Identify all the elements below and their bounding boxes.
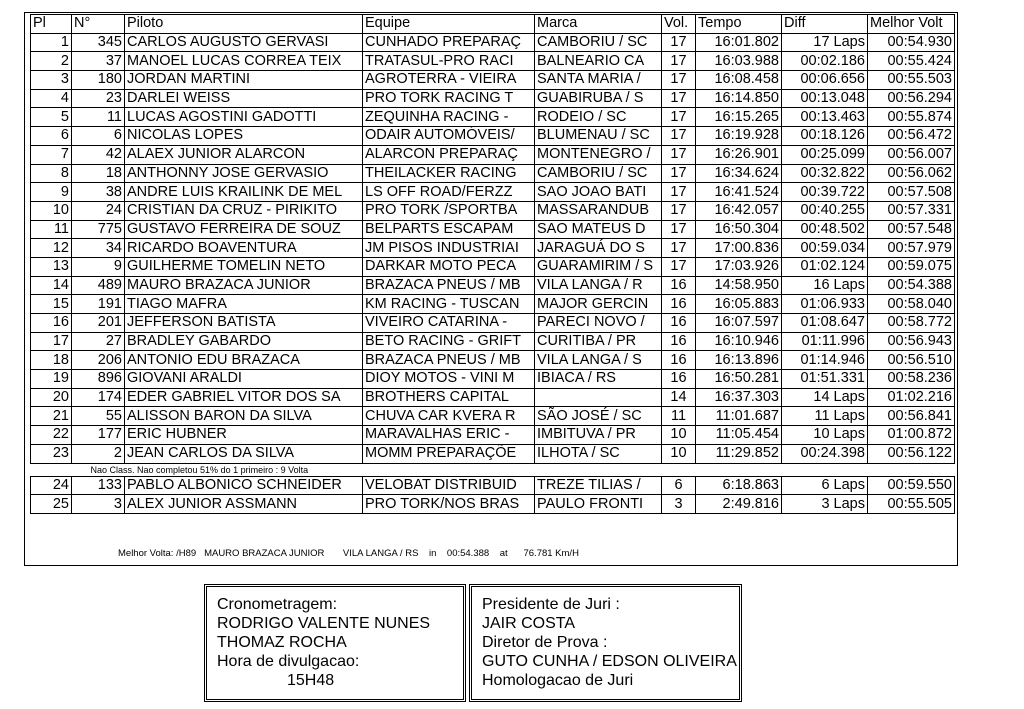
- cell-marca: MONTENEGRO /: [535, 145, 662, 164]
- table-row: [31, 89, 955, 108]
- col-diff: Diff: [782, 15, 868, 34]
- cell-num: 6: [72, 127, 125, 146]
- cell-melhor: 00:57.508: [868, 183, 955, 202]
- cell-tempo: 16:42.057: [696, 201, 782, 220]
- cell-vol: 17: [662, 257, 696, 276]
- cell-pl: 23: [31, 444, 72, 463]
- nc-note-row: [31, 463, 955, 476]
- cell-diff: 11 Laps: [782, 407, 868, 426]
- cell-marca: MASSARANDUB: [535, 201, 662, 220]
- cell-piloto: RICARDO BOAVENTURA: [125, 239, 363, 258]
- cell-marca: SANTA MARIA /: [535, 71, 662, 90]
- cell-marca: SAO JOAO BATI: [535, 183, 662, 202]
- table-row: [31, 33, 955, 52]
- cell-piloto: MAURO BRAZACA JUNIOR: [125, 276, 363, 295]
- timekeeper-1: RODRIGO VALENTE NUNES: [217, 615, 431, 632]
- cell-melhor: 00:55.424: [868, 52, 955, 71]
- cell-vol: 17: [662, 201, 696, 220]
- cell-pl: 19: [31, 370, 72, 389]
- cell-marca: [535, 388, 662, 407]
- cell-marca: VILA LANGA / S: [535, 351, 662, 370]
- cell-melhor: 00:56.510: [868, 351, 955, 370]
- cell-pl: 4: [31, 89, 72, 108]
- cell-vol: 17: [662, 145, 696, 164]
- cell-num: 896: [72, 370, 125, 389]
- cell-marca: SÃO JOSÉ / SC: [535, 407, 662, 426]
- jury-homologation: Homologacao de Juri: [482, 672, 634, 689]
- cell-num: 34: [72, 239, 125, 258]
- cell-piloto: LUCAS AGOSTINI GADOTTI: [125, 108, 363, 127]
- cell-vol: 17: [662, 89, 696, 108]
- cell-equipe: TRATASUL-PRO RACI: [363, 52, 535, 71]
- cell-equipe: MARAVALHAS ERIC -: [363, 426, 535, 445]
- cell-pl: 3: [31, 71, 72, 90]
- cell-tempo: 16:26.901: [696, 145, 782, 164]
- table-row: [31, 476, 955, 495]
- table-row: [31, 108, 955, 127]
- cell-marca: SAO MATEUS D: [535, 220, 662, 239]
- cell-diff: 01:11.996: [782, 332, 868, 351]
- timekeeping-box: [204, 584, 466, 702]
- table-row: [31, 444, 955, 463]
- cell-tempo: 16:14.850: [696, 89, 782, 108]
- nc-note: Nao Class. Nao completou 51% do 1 primeiro : 9 Volta: [90, 464, 309, 475]
- table-row: [31, 276, 955, 295]
- cell-equipe: DARKAR MOTO PECA: [363, 257, 535, 276]
- cell-vol: 16: [662, 370, 696, 389]
- cell-melhor: 00:55.874: [868, 108, 955, 127]
- race-director: GUTO CUNHA / EDSON OLIVEIRA: [482, 653, 737, 670]
- col-vol: Vol.: [662, 15, 696, 34]
- cell-pl: 10: [31, 201, 72, 220]
- cell-vol: 14: [662, 388, 696, 407]
- cell-vol: 3: [662, 495, 696, 514]
- cell-piloto: GUSTAVO FERREIRA DE SOUZ: [125, 220, 363, 239]
- cell-pl: 12: [31, 239, 72, 258]
- cell-num: 23: [72, 89, 125, 108]
- cell-tempo: 11:01.687: [696, 407, 782, 426]
- cell-pl: 7: [31, 145, 72, 164]
- cell-diff: 00:02.186: [782, 52, 868, 71]
- table-row: [31, 495, 955, 514]
- cell-vol: 17: [662, 183, 696, 202]
- cell-vol: 16: [662, 295, 696, 314]
- header-row: [31, 15, 955, 34]
- cell-equipe: KM RACING - TUSCAN: [363, 295, 535, 314]
- cell-diff: 00:13.463: [782, 108, 868, 127]
- cell-vol: 17: [662, 52, 696, 71]
- cell-equipe: DIOY MOTOS - VINI M: [363, 370, 535, 389]
- table-row: [31, 332, 955, 351]
- table-row: [31, 145, 955, 164]
- cell-piloto: JEAN CARLOS DA SILVA: [125, 444, 363, 463]
- cell-pl: 5: [31, 108, 72, 127]
- cell-diff: 16 Laps: [782, 276, 868, 295]
- cell-vol: 17: [662, 108, 696, 127]
- cell-piloto: GUILHERME TOMELIN NETO: [125, 257, 363, 276]
- cell-num: 38: [72, 183, 125, 202]
- cell-equipe: PRO TORK/NOS BRAS: [363, 495, 535, 514]
- cell-vol: 11: [662, 407, 696, 426]
- cell-diff: 01:14.946: [782, 351, 868, 370]
- cell-diff: 00:48.502: [782, 220, 868, 239]
- cell-tempo: 16:19.928: [696, 127, 782, 146]
- cell-marca: IBIACA / RS: [535, 370, 662, 389]
- cell-marca: BALNEARIO CA: [535, 52, 662, 71]
- cell-vol: 10: [662, 426, 696, 445]
- cell-pl: 24: [31, 476, 72, 495]
- cell-equipe: THEILACKER RACING: [363, 164, 535, 183]
- timekeeping-label: Cronometragem:: [217, 596, 338, 613]
- cell-num: 345: [72, 33, 125, 52]
- results-body: [31, 33, 955, 463]
- cell-equipe: AGROTERRA - VIEIRA: [363, 71, 535, 90]
- cell-piloto: EDER GABRIEL VITOR DOS SA: [125, 388, 363, 407]
- cell-marca: CAMBORIU / SC: [535, 164, 662, 183]
- cell-equipe: CUNHADO PREPARAÇ: [363, 33, 535, 52]
- table-row: [31, 407, 955, 426]
- cell-diff: 14 Laps: [782, 388, 868, 407]
- cell-piloto: CRISTIAN DA CRUZ - PIRIKITO: [125, 201, 363, 220]
- cell-diff: 00:13.048: [782, 89, 868, 108]
- cell-piloto: ALISSON BARON DA SILVA: [125, 407, 363, 426]
- cell-equipe: BRAZACA PNEUS / MB: [363, 276, 535, 295]
- cell-tempo: 11:05.454: [696, 426, 782, 445]
- table-row: [31, 351, 955, 370]
- cell-melhor: 00:56.122: [868, 444, 955, 463]
- cell-tempo: 16:50.304: [696, 220, 782, 239]
- cell-diff: 01:51.331: [782, 370, 868, 389]
- cell-piloto: JORDAN MARTINI: [125, 71, 363, 90]
- cell-melhor: 01:00.872: [868, 426, 955, 445]
- cell-equipe: BROTHERS CAPITAL: [363, 388, 535, 407]
- cell-pl: 8: [31, 164, 72, 183]
- cell-equipe: BETO RACING - GRIFT: [363, 332, 535, 351]
- cell-pl: 22: [31, 426, 72, 445]
- table-row: [31, 127, 955, 146]
- cell-equipe: ODAIR AUTOMÓVEIS/: [363, 127, 535, 146]
- table-row: [31, 201, 955, 220]
- table-row: [31, 257, 955, 276]
- col-num: N°: [72, 15, 125, 34]
- cell-tempo: 16:15.265: [696, 108, 782, 127]
- cell-melhor: 00:58.040: [868, 295, 955, 314]
- table-row: [31, 183, 955, 202]
- cell-diff: 00:25.099: [782, 145, 868, 164]
- cell-num: 2: [72, 444, 125, 463]
- cell-diff: 01:06.933: [782, 295, 868, 314]
- cell-piloto: DARLEI WEISS: [125, 89, 363, 108]
- cell-equipe: ALARCON PREPARAÇ: [363, 145, 535, 164]
- col-equipe: Equipe: [363, 15, 535, 34]
- cell-melhor: 00:56.294: [868, 89, 955, 108]
- cell-marca: CAMBORIU / SC: [535, 33, 662, 52]
- cell-num: 24: [72, 201, 125, 220]
- cell-equipe: VIVEIRO CATARINA -: [363, 314, 535, 333]
- table-row: [31, 164, 955, 183]
- cell-num: 191: [72, 295, 125, 314]
- cell-equipe: ZEQUINHA RACING -: [363, 108, 535, 127]
- cell-diff: 00:39.722: [782, 183, 868, 202]
- table-row: [31, 220, 955, 239]
- cell-tempo: 16:50.281: [696, 370, 782, 389]
- cell-melhor: 00:58.236: [868, 370, 955, 389]
- cell-vol: 17: [662, 127, 696, 146]
- cell-equipe: PRO TORK /SPORTBA: [363, 201, 535, 220]
- cell-piloto: ERIC HUBNER: [125, 426, 363, 445]
- publish-time-label: Hora de divulgacao:: [217, 653, 360, 670]
- cell-num: 180: [72, 71, 125, 90]
- cell-piloto: TIAGO MAFRA: [125, 295, 363, 314]
- cell-vol: 16: [662, 276, 696, 295]
- cell-marca: ILHOTA / SC: [535, 444, 662, 463]
- table-row: [31, 314, 955, 333]
- cell-marca: MAJOR GERCIN: [535, 295, 662, 314]
- cell-diff: 10 Laps: [782, 426, 868, 445]
- cell-tempo: 6:18.863: [696, 476, 782, 495]
- race-director-label: Diretor de Prova :: [482, 634, 608, 651]
- cell-equipe: BELPARTS ESCAPAM: [363, 220, 535, 239]
- cell-pl: 1: [31, 33, 72, 52]
- best-lap-line: Melhor Volta: /H89 MAURO BRAZACA JUNIOR VILA LANGA / RS in 00:54.388 at 76.781 Km/H: [118, 548, 579, 559]
- jury-president-label: Presidente de Juri :: [482, 596, 620, 613]
- cell-melhor: 00:56.062: [868, 164, 955, 183]
- cell-pl: 14: [31, 276, 72, 295]
- cell-diff: 00:59.034: [782, 239, 868, 258]
- cell-vol: 16: [662, 351, 696, 370]
- table-row: [31, 239, 955, 258]
- cell-tempo: 11:29.852: [696, 444, 782, 463]
- cell-equipe: LS OFF ROAD/FERZZ: [363, 183, 535, 202]
- cell-equipe: JM PISOS INDUSTRIAI: [363, 239, 535, 258]
- cell-num: 18: [72, 164, 125, 183]
- cell-marca: GUARAMIRIM / S: [535, 257, 662, 276]
- cell-num: 11: [72, 108, 125, 127]
- publish-time: 15H48: [287, 672, 335, 689]
- cell-piloto: PABLO ALBONICO SCHNEIDER: [125, 476, 363, 495]
- cell-vol: 10: [662, 444, 696, 463]
- cell-tempo: 16:03.988: [696, 52, 782, 71]
- cell-diff: 00:24.398: [782, 444, 868, 463]
- cell-pl: 21: [31, 407, 72, 426]
- cell-pl: 2: [31, 52, 72, 71]
- cell-num: 37: [72, 52, 125, 71]
- cell-num: 174: [72, 388, 125, 407]
- cell-num: 206: [72, 351, 125, 370]
- cell-equipe: PRO TORK RACING T: [363, 89, 535, 108]
- cell-num: 27: [72, 332, 125, 351]
- timekeeper-2: THOMAZ ROCHA: [217, 634, 347, 651]
- cell-num: 42: [72, 145, 125, 164]
- cell-piloto: NICOLAS LOPES: [125, 127, 363, 146]
- cell-melhor: 00:56.472: [868, 127, 955, 146]
- col-melhor: Melhor Volt: [868, 15, 955, 34]
- cell-vol: 16: [662, 332, 696, 351]
- cell-pl: 6: [31, 127, 72, 146]
- table-row: [31, 370, 955, 389]
- cell-diff: 00:18.126: [782, 127, 868, 146]
- cell-pl: 11: [31, 220, 72, 239]
- jury-box: [469, 584, 742, 702]
- cell-piloto: ANDRE LUIS KRAILINK DE MEL: [125, 183, 363, 202]
- cell-pl: 25: [31, 495, 72, 514]
- cell-melhor: 00:57.331: [868, 201, 955, 220]
- cell-num: 9: [72, 257, 125, 276]
- cell-marca: RODEIO / SC: [535, 108, 662, 127]
- cell-melhor: 00:59.550: [868, 476, 955, 495]
- cell-num: 201: [72, 314, 125, 333]
- cell-melhor: 00:54.930: [868, 33, 955, 52]
- nc-note-body: [31, 463, 955, 476]
- cell-diff: 17 Laps: [782, 33, 868, 52]
- cell-vol: 16: [662, 314, 696, 333]
- cell-piloto: MANOEL LUCAS CORREA TEIX: [125, 52, 363, 71]
- nc-body: [31, 476, 955, 513]
- cell-marca: IMBITUVA / PR: [535, 426, 662, 445]
- cell-vol: 17: [662, 220, 696, 239]
- cell-num: 133: [72, 476, 125, 495]
- table-row: [31, 71, 955, 90]
- cell-marca: JARAGUÁ DO S: [535, 239, 662, 258]
- cell-tempo: 16:34.624: [696, 164, 782, 183]
- cell-tempo: 16:10.946: [696, 332, 782, 351]
- col-pl: Pl: [31, 15, 72, 34]
- table-row: [31, 388, 955, 407]
- table-row: [31, 295, 955, 314]
- cell-diff: 00:32.822: [782, 164, 868, 183]
- cell-marca: VILA LANGA / R: [535, 276, 662, 295]
- cell-melhor: 00:57.548: [868, 220, 955, 239]
- cell-num: 55: [72, 407, 125, 426]
- cell-tempo: 16:08.458: [696, 71, 782, 90]
- table-row: [31, 426, 955, 445]
- cell-num: 177: [72, 426, 125, 445]
- cell-pl: 17: [31, 332, 72, 351]
- cell-num: 775: [72, 220, 125, 239]
- cell-vol: 17: [662, 239, 696, 258]
- cell-melhor: 00:56.943: [868, 332, 955, 351]
- cell-melhor: 00:57.979: [868, 239, 955, 258]
- cell-equipe: BRAZACA PNEUS / MB: [363, 351, 535, 370]
- cell-pl: 13: [31, 257, 72, 276]
- cell-marca: PAULO FRONTI: [535, 495, 662, 514]
- cell-tempo: 16:41.524: [696, 183, 782, 202]
- cell-tempo: 16:07.597: [696, 314, 782, 333]
- cell-marca: CURITIBA / PR: [535, 332, 662, 351]
- cell-tempo: 17:00.836: [696, 239, 782, 258]
- cell-piloto: BRADLEY GABARDO: [125, 332, 363, 351]
- cell-tempo: 14:58.950: [696, 276, 782, 295]
- cell-piloto: CARLOS AUGUSTO GERVASI: [125, 33, 363, 52]
- cell-num: 489: [72, 276, 125, 295]
- col-marca: Marca: [535, 15, 662, 34]
- cell-diff: 00:40.255: [782, 201, 868, 220]
- cell-melhor: 00:59.075: [868, 257, 955, 276]
- cell-tempo: 17:03.926: [696, 257, 782, 276]
- col-piloto: Piloto: [125, 15, 363, 34]
- cell-pl: 18: [31, 351, 72, 370]
- cell-diff: 6 Laps: [782, 476, 868, 495]
- cell-piloto: GIOVANI ARALDI: [125, 370, 363, 389]
- cell-melhor: 01:02.216: [868, 388, 955, 407]
- cell-melhor: 00:56.841: [868, 407, 955, 426]
- cell-tempo: 16:13.896: [696, 351, 782, 370]
- results-table: [30, 14, 955, 514]
- cell-piloto: ANTONIO EDU BRAZACA: [125, 351, 363, 370]
- cell-vol: 17: [662, 33, 696, 52]
- cell-diff: 00:06.656: [782, 71, 868, 90]
- cell-equipe: CHUVA CAR KVERA R: [363, 407, 535, 426]
- cell-piloto: ANTHONNY JOSE GERVASIO: [125, 164, 363, 183]
- cell-marca: PARECI NOVO /: [535, 314, 662, 333]
- cell-marca: GUABIRUBA / S: [535, 89, 662, 108]
- cell-melhor: 00:54.388: [868, 276, 955, 295]
- cell-diff: 01:08.647: [782, 314, 868, 333]
- cell-num: 3: [72, 495, 125, 514]
- cell-pl: 15: [31, 295, 72, 314]
- cell-pl: 16: [31, 314, 72, 333]
- cell-pl: 9: [31, 183, 72, 202]
- cell-tempo: 16:05.883: [696, 295, 782, 314]
- cell-equipe: VELOBAT DISTRIBUID: [363, 476, 535, 495]
- cell-tempo: 2:49.816: [696, 495, 782, 514]
- cell-equipe: MOMM PREPARAÇÕE: [363, 444, 535, 463]
- col-tempo: Tempo: [696, 15, 782, 34]
- cell-melhor: 00:56.007: [868, 145, 955, 164]
- cell-vol: 17: [662, 164, 696, 183]
- cell-piloto: ALEX JUNIOR ASSMANN: [125, 495, 363, 514]
- cell-piloto: ALAEX JUNIOR ALARCON: [125, 145, 363, 164]
- cell-vol: 6: [662, 476, 696, 495]
- cell-tempo: 16:01.802: [696, 33, 782, 52]
- cell-diff: 01:02.124: [782, 257, 868, 276]
- cell-piloto: JEFFERSON BATISTA: [125, 314, 363, 333]
- jury-president: JAIR COSTA: [482, 615, 576, 632]
- cell-diff: 3 Laps: [782, 495, 868, 514]
- cell-melhor: 00:55.505: [868, 495, 955, 514]
- cell-vol: 17: [662, 71, 696, 90]
- cell-tempo: 16:37.303: [696, 388, 782, 407]
- cell-melhor: 00:58.772: [868, 314, 955, 333]
- cell-marca: TREZE TILIAS /: [535, 476, 662, 495]
- cell-pl: 20: [31, 388, 72, 407]
- table-row: [31, 52, 955, 71]
- cell-melhor: 00:55.503: [868, 71, 955, 90]
- cell-marca: BLUMENAU / SC: [535, 127, 662, 146]
